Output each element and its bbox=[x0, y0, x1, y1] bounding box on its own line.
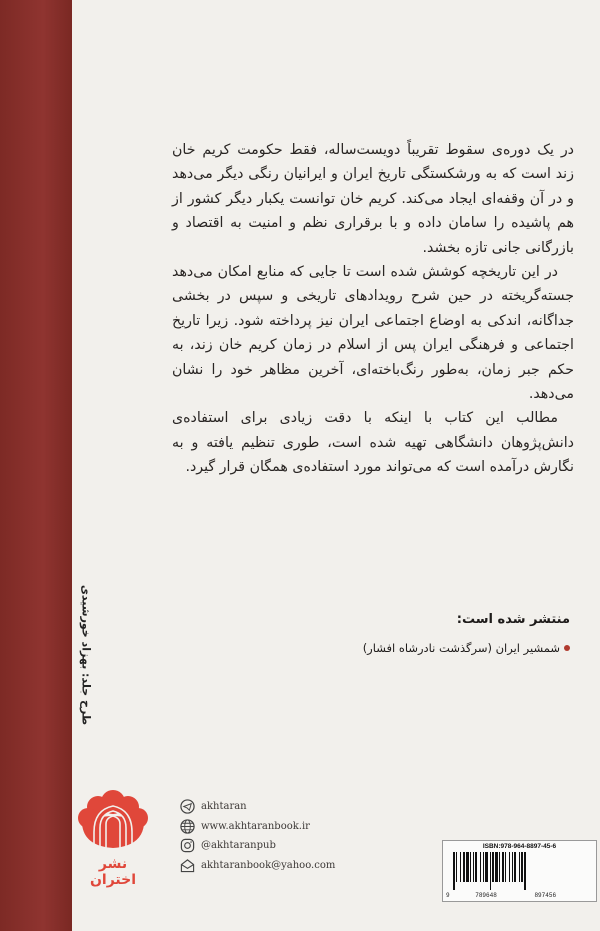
contact-telegram[interactable] bbox=[180, 797, 335, 817]
isbn-barcode bbox=[442, 840, 597, 902]
telegram-icon bbox=[180, 799, 195, 814]
blurb-text bbox=[172, 138, 574, 480]
contact-text: akhtaran bbox=[201, 801, 247, 813]
barcode-bar bbox=[524, 852, 526, 890]
published-heading: منتشر شده است: bbox=[456, 612, 570, 627]
instagram-icon bbox=[180, 838, 195, 853]
list-item bbox=[363, 641, 570, 655]
bullet-icon bbox=[564, 645, 570, 651]
book-spine bbox=[0, 0, 72, 931]
contact-text: @akhtaranpub bbox=[201, 840, 276, 852]
publisher-name: نشر اختران bbox=[89, 856, 137, 888]
isbn-text: ISBN:978-964-8897-45-6 bbox=[482, 843, 557, 850]
published-list bbox=[363, 612, 570, 655]
contact-website[interactable] bbox=[180, 817, 335, 837]
barcode-digit: 9 bbox=[446, 892, 450, 899]
paragraph: مطالب این کتاب با اینکه با دقت زیادی برای استفاده‌ی دانش‌پژوهان دانشگاهی تهیه شده است، طوری تنظیم یافته و به نگارش درآمده است که می‌تواند مورد استفاده‌ی همگان قرار گیرد. bbox=[172, 410, 574, 476]
contact-list bbox=[180, 797, 335, 875]
publisher-logo bbox=[76, 788, 150, 888]
barcode-group: 789648 bbox=[475, 892, 497, 899]
paragraph: در یک دوره‌ی سقوط تقریباً دویست‌ساله، فقط حکومت کریم خان زند است که به ورشکستگی تاریخ ایران و ایرانیان رنگی دیگر می‌دهد و در آن وقفه‌ای ایجاد می‌کند. کریم خان توانست یکبار دیگر کشور از هم پاشیده را سامان داده و با برقراری نظم و امنیت به اقتصاد و بازرگانی جانی تازه بخشد. bbox=[172, 142, 574, 256]
book-title: شمشیر ایران (سرگذشت نادرشاه افشار) bbox=[362, 641, 560, 655]
cover-design-credit bbox=[76, 584, 96, 726]
contact-text: www.akhtaranbook.ir bbox=[201, 820, 310, 832]
barcode-numbers bbox=[446, 892, 596, 899]
contact-email[interactable] bbox=[180, 856, 335, 876]
barcode-bars bbox=[453, 852, 593, 892]
paragraph: در این تاریخچه کوشش شده است تا جایی که منابع امکان می‌دهد جسته‌گریخته در حین شرح رویدادهای تاریخی و سپس در بخشی جداگانه، اندکی به اوضاع اجتماعی ایران نیز پرداخته شود. زیرا تاریخ اجتماعی و فرهنگی ایران پس از اسلام در زمان کریم خان زند، به حکم جبر زمان، به‌طور رنگ‌باخته‌ای، آخرین مظاهر خود را نشان می‌دهد. bbox=[172, 264, 574, 403]
barcode-group: 897456 bbox=[534, 892, 557, 899]
credit-text: طرح جلد: بهزاد خورشیدی bbox=[79, 584, 93, 726]
contact-text: akhtaranbook@yahoo.com bbox=[201, 859, 336, 871]
contact-instagram[interactable] bbox=[180, 836, 335, 856]
globe-icon bbox=[180, 819, 195, 834]
email-icon bbox=[180, 858, 195, 873]
flower-logo-icon bbox=[76, 788, 150, 850]
